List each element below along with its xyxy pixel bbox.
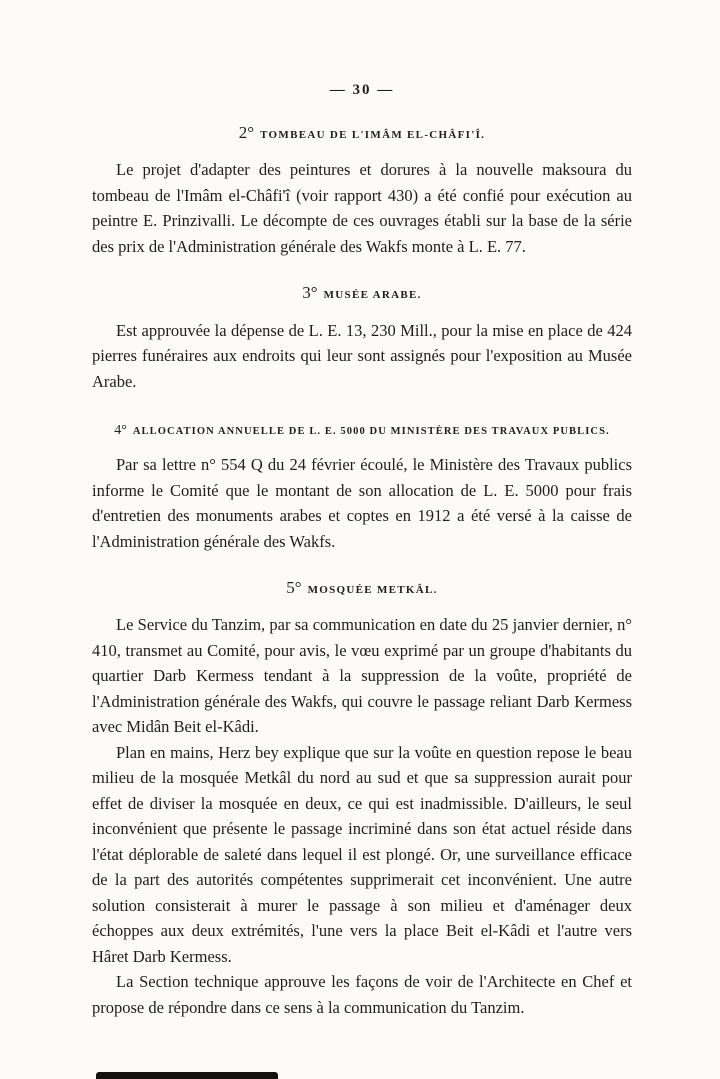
section-heading	[92, 578, 632, 598]
section-title: MUSÉE ARABE.	[323, 289, 422, 302]
paragraph: Plan en mains, Herz bey explique que sur la voûte en question repose le beau milieu de la mosquée Metkâl du nord au sud et que sa suppression aurait pour effet de diviser la mosquée en deux, ce qui est inadmissible. D'ailleurs, le seul inconvénient que présente le passage incriminé dans son état actuel réside dans l'état déplorable de saleté dans lequel il est plongé. Or, une surveillance efficace de la part des autorités compétentes supprimerait cet inconvénient. Une autre solution consisterait à murer le passage à son milieu et d'aménager deux échoppes aux deux extrémités, l'une vers la place Beit el-Kâdi et l'autre vers Hâret Darb Kermess.	[92, 742, 632, 966]
section-mosquee-metkal	[92, 578, 632, 1020]
section-musee-arabe	[92, 283, 632, 394]
section-number: 2°	[238, 123, 255, 142]
scan-edge-artifact	[96, 1072, 278, 1079]
section-heading	[92, 420, 632, 440]
paragraph: Par sa lettre n° 554 Q du 24 février écoulé, le Ministère des Travaux publics informe le Comité que le montant de son allocation de L. E. 5000 pour frais d'entretien des monuments arabes et coptes en 1912 a été versé à la caisse de l'Administration générale des Wakfs.	[92, 455, 632, 551]
section-number: 3°	[302, 283, 318, 303]
section-title: TOMBEAU DE L'IMÂM EL-CHÂFI'Î.	[260, 129, 486, 141]
paragraph: Le Service du Tanzim, par sa communication en date du 25 janvier dernier, n° 410, transmet au Comité, pour avis, le vœu exprimé par un groupe d'habitants du quartier Darb Kermess tendant à la suppression de la voûte, propriété de l'Administration générale des Wakfs, qui couvre le passage reliant Darb Kermess avec Midân Beit el-Kâdi.	[92, 615, 632, 737]
page-number: — 30 —	[329, 82, 395, 98]
section-number: 4°	[114, 423, 127, 439]
section-heading	[92, 283, 632, 303]
section-title: ALLOCATION ANNUELLE DE L. E. 5000 DU MINISTÈRE DES TRAVAUX PUBLICS.	[132, 426, 610, 438]
section-number: 5°	[286, 578, 302, 598]
section-heading	[92, 123, 632, 143]
section-title: MOSQUÉE METKÂL.	[307, 584, 438, 597]
section-allocation	[92, 420, 632, 554]
paragraph: Le projet d'adapter des peintures et dorures à la nouvelle maksoura du tombeau de l'Imâm el-Châfi'î (voir rapport 430) a été confié pour exécution au peintre E. Prinzivalli. Le décompte de ces ouvrages établi sur la base de la série des prix de l'Administration générale des Wakfs monte à L. E. 77.	[92, 160, 632, 256]
paragraph: Est approuvée la dépense de L. E. 13, 230 Mill., pour la mise en place de 424 pierres funéraires aux endroits qui leur sont assignés pour l'exposition au Musée Arabe.	[92, 320, 632, 391]
paragraph: La Section technique approuve les façons de voir de l'Architecte en Chef et propose de répondre dans ce sens à la communication du Tanzim.	[92, 972, 632, 1017]
section-tombeau	[92, 123, 632, 259]
